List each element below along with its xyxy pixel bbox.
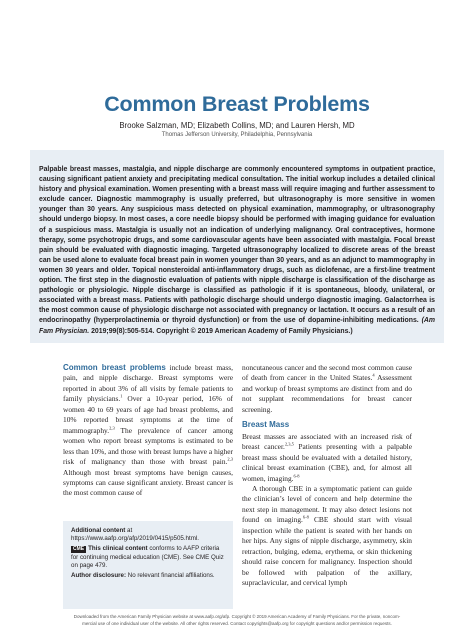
reference-marker: 2,3,5	[284, 441, 294, 447]
author-affiliation: Thomas Jefferson University, Philadelphia, Pennsylvania	[161, 132, 313, 138]
body-text: noncutaneous cancer and the second most common cause of death from cancer in the United States.	[242, 363, 412, 383]
paragraph	[242, 484, 412, 589]
cme-text: conforms to AAFP criteria for continuing medical education (CME). See CME Quiz on page 479.	[71, 545, 224, 569]
reference-marker: 6-8	[293, 473, 300, 479]
abstract-text: Palpable breast masses, mastalgia, and nipple discharge are commonly encountered symptoms in outpatient practice, causing significant patient anxiety and precipitating medical consultation. The initial workup includes a detailed clinical history and physical examination. Women presenting with a breast mass will require imaging and further assessment to exclude cancer. Diagnostic mammography is usually preferred, but ultrasonography is more sensitive in women younger than 30 years. Any suspicious mass detected on physical examination, mammography, or ultrasonography should undergo biopsy. In most cases, a core needle biopsy should be performed with imaging guidance for evaluation of a suspicious mass. Mastalgia is usually not an indication of underlying malignancy. Oral contraceptives, hormone therapy, some psychotropic drugs, and some cardiovascular agents have been associated with mastalgia. Focal breast pain should be evaluated with diagnostic imaging. Targeted ultrasonography localized to discrete areas of the breast can be used alone to evaluate focal breast pain in women younger than 30 years, and as an adjunct to mammography in women 30 years and older. Topical nonsteroidal anti-inflammatory drugs, such as diclofenac, are a first-line treatment option. The first step in the diagnostic evaluation of patients with nipple discharge is classification of the discharge as pathologic or physiologic. Nipple discharge is classified as pathologic if it is spontaneous, bloody, unilateral, or associated with a breast mass. Patients with pathologic discharge should undergo diagnostic imaging. Galactorrhea is the most common cause of physiologic discharge not associated with pregnancy or lactation. It occurs as a result of an endocrinopathy (hyperprolactinemia or thyroid dysfunction) or from the use of dopamine-inhibiting medications.	[39, 166, 435, 325]
disclosure-label: Author disclosure:	[71, 572, 127, 580]
reference-marker: 1	[120, 393, 123, 399]
abstract	[39, 165, 435, 337]
intro-paragraph	[63, 363, 233, 499]
paragraph	[242, 363, 412, 415]
abstract-citation-journal: (Am Fam Physician.	[39, 317, 435, 335]
additional-content-label: Additional content	[71, 527, 126, 534]
copyright-footer	[0, 614, 474, 627]
body-text: A thorough CBE in a symptomatic patient can guide the clinician’s level of concern and help determine the next step in management. It may also detect lesions not found on imaging.	[242, 483, 412, 525]
body-text: include breast mass, pain, and nipple discharge. Breast symptoms were reported in about 3% of all visits by female patients to family physicians.	[63, 363, 233, 404]
disclosure-text: No relevant financial affiliations.	[126, 572, 215, 580]
section-heading: Breast Mass	[242, 420, 290, 430]
cme-label: This clinical content	[88, 545, 148, 553]
reference-marker: 4	[372, 372, 375, 378]
footer-line: mercial use of one individual user of the website. All other rights reserved. Contact copyrights@aafp.org for copyright questions and/or permission requests.	[82, 620, 392, 626]
disclosure-note	[71, 572, 225, 580]
reference-marker: 6-8	[302, 514, 309, 520]
body-text: Assessment and workup of breast symptoms are distinct from and do not supplant recommendations for breast cancer screening.	[242, 373, 412, 414]
body-text: Patients presenting with a palpable breast mass should be evaluated with a detailed history, clinical breast examination (CBE), and, for almost all women, imaging.	[242, 442, 412, 483]
article-title: Common Breast Problems	[104, 92, 370, 116]
additional-content-link[interactable]: at https://www.aafp.org/afp/2019/0415/p505.html.	[71, 527, 199, 543]
cme-note	[71, 545, 225, 570]
footer-line: Downloaded from the American Family Physician website at www.aafp.org/afp. Copyright © 2019 American Academy of Family Physicians. For the private, noncom-	[73, 614, 401, 619]
body-text: Although most breast symptoms have benign causes, symptoms can cause significant anxiety. Breast cancer is the most common cause of	[63, 467, 233, 498]
author-list: Brooke Salzman, MD; Elizabeth Collins, MD; and Lauren Hersh, MD	[119, 121, 355, 130]
body-text: Breast masses are associated with an increased risk of breast cancer.	[242, 431, 412, 452]
abstract-citation-rest: 2019;99(8):505-514. Copyright © 2019 American Academy of Family Physicians.)	[91, 327, 353, 335]
paragraph	[242, 432, 412, 484]
lead-in-phrase: Common breast problems	[63, 363, 166, 372]
body-column-right	[242, 363, 412, 589]
reference-marker: 2,3	[109, 425, 115, 431]
body-text: Over a 10-year period, 16% of women 40 to 69 years of age had breast problems, and 10% reported breast symptoms at the time of mammography.	[63, 394, 233, 435]
body-column-left	[63, 363, 233, 499]
body-text: The prevalence of cancer among women who report breast symptoms is estimated to be less than 10%, and those with breast lumps have a higher risk of malignancy than those with breast pain.	[63, 425, 233, 467]
additional-content-note	[71, 527, 225, 543]
body-text: CBE should start with visual inspection while the patient is seated with her hands on her hips. Any signs of nipple discharge, asymmetry, skin retraction, bulging, edema, erythema, or skin thickening should raise concern for malignancy. Inspection should be followed with palpation of the axillary, supraclavicular, and cervical lymph	[242, 515, 412, 588]
abstract-box	[30, 150, 444, 343]
reference-marker: 2,3	[227, 456, 233, 462]
cme-badge: CME	[73, 546, 85, 553]
article-info-box	[63, 521, 233, 609]
